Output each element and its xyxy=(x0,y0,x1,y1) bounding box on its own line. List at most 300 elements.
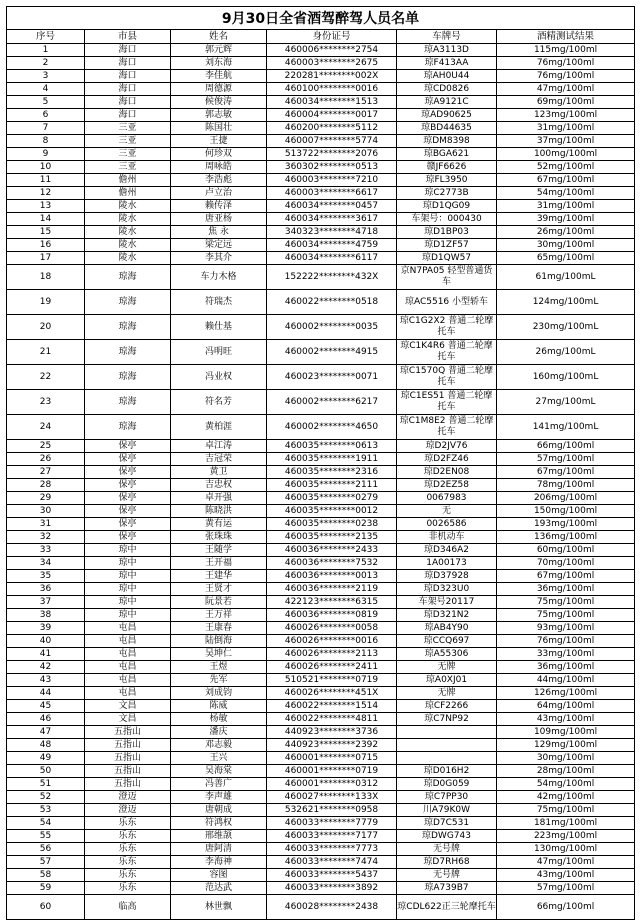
cell-no: 8 xyxy=(7,135,85,148)
cell-no: 33 xyxy=(7,544,85,557)
cell-id: 460007********5774 xyxy=(267,135,397,148)
table-row xyxy=(7,830,635,843)
cell-city: 海口 xyxy=(85,83,171,96)
cell-no: 22 xyxy=(7,365,85,390)
table-row xyxy=(7,583,635,596)
cell-name: 林世飘 xyxy=(171,895,267,920)
cell-no: 26 xyxy=(7,453,85,466)
cell-id: 440923********3736 xyxy=(267,726,397,739)
cell-no: 36 xyxy=(7,583,85,596)
cell-city: 乐东 xyxy=(85,843,171,856)
table-row xyxy=(7,843,635,856)
table-row xyxy=(7,648,635,661)
cell-id: 460001********0719 xyxy=(267,765,397,778)
cell-city: 海口 xyxy=(85,109,171,122)
cell-no: 50 xyxy=(7,765,85,778)
cell-bac: 33mg/100ml xyxy=(497,648,635,661)
cell-id: 460001********0312 xyxy=(267,778,397,791)
cell-bac: 70mg/100ml xyxy=(497,557,635,570)
cell-plate: 琼AH0U44 xyxy=(397,70,497,83)
cell-id: 460003********6617 xyxy=(267,187,397,200)
cell-plate: 琼CF2266 xyxy=(397,700,497,713)
cell-id: 460002********6217 xyxy=(267,390,397,415)
cell-name: 王康春 xyxy=(171,622,267,635)
cell-city: 三亚 xyxy=(85,161,171,174)
cell-name: 唐阿清 xyxy=(171,843,267,856)
cell-bac: 160mg/100mL xyxy=(497,365,635,390)
table-row xyxy=(7,440,635,453)
cell-no: 56 xyxy=(7,843,85,856)
table-row xyxy=(7,315,635,340)
cell-no: 14 xyxy=(7,213,85,226)
cell-no: 28 xyxy=(7,479,85,492)
cell-no: 3 xyxy=(7,70,85,83)
cell-bac: 39mg/100ml xyxy=(497,213,635,226)
cell-bac: 109mg/100ml xyxy=(497,726,635,739)
table-row xyxy=(7,96,635,109)
cell-bac: 123mg/100ml xyxy=(497,109,635,122)
cell-id: 460035********2111 xyxy=(267,479,397,492)
cell-no: 6 xyxy=(7,109,85,122)
cell-plate: 琼C1M8E2 普通二轮摩托车 xyxy=(397,415,497,440)
cell-bac: 54mg/100ml xyxy=(497,187,635,200)
cell-id: 440923********2392 xyxy=(267,739,397,752)
cell-bac: 230mg/100mL xyxy=(497,315,635,340)
cell-id: 460026********451X xyxy=(267,687,397,700)
cell-id: 460022********4811 xyxy=(267,713,397,726)
table-row xyxy=(7,635,635,648)
cell-bac: 67mg/100ml xyxy=(497,570,635,583)
cell-city: 五指山 xyxy=(85,765,171,778)
cell-city: 乐东 xyxy=(85,830,171,843)
cell-plate: 琼D7RH68 xyxy=(397,856,497,869)
cell-bac: 30mg/100ml xyxy=(497,239,635,252)
table-row xyxy=(7,453,635,466)
cell-plate: 琼C1G2X2 普通二轮摩托车 xyxy=(397,315,497,340)
table-row xyxy=(7,479,635,492)
cell-name: 潘庆 xyxy=(171,726,267,739)
cell-bac: 37mg/100ml xyxy=(497,135,635,148)
cell-name: 王煜 xyxy=(171,661,267,674)
table-row xyxy=(7,726,635,739)
cell-bac: 27mg/100mL xyxy=(497,390,635,415)
cell-plate: 琼BGA621 xyxy=(397,148,497,161)
cell-name: 冯善广 xyxy=(171,778,267,791)
cell-id: 460033********7177 xyxy=(267,830,397,843)
table-row xyxy=(7,213,635,226)
cell-id: 460034********3617 xyxy=(267,213,397,226)
cell-no: 40 xyxy=(7,635,85,648)
cell-no: 18 xyxy=(7,265,85,290)
cell-name: 王万祥 xyxy=(171,609,267,622)
cell-no: 58 xyxy=(7,869,85,882)
cell-name: 唐亚杨 xyxy=(171,213,267,226)
cell-city: 屯昌 xyxy=(85,622,171,635)
cell-city: 文昌 xyxy=(85,700,171,713)
cell-id: 460002********0035 xyxy=(267,315,397,340)
cell-plate: 琼AB4Y90 xyxy=(397,622,497,635)
cell-no: 45 xyxy=(7,700,85,713)
cell-city: 保亭 xyxy=(85,440,171,453)
cell-plate: 琼CD0826 xyxy=(397,83,497,96)
cell-bac: 76mg/100ml xyxy=(497,635,635,648)
cell-name: 陈晓洪 xyxy=(171,505,267,518)
cell-bac: 193mg/100ml xyxy=(497,518,635,531)
cell-no: 54 xyxy=(7,817,85,830)
table-row xyxy=(7,226,635,239)
table-row xyxy=(7,239,635,252)
cell-no: 19 xyxy=(7,290,85,315)
cell-no: 57 xyxy=(7,856,85,869)
cell-name: 冯明旺 xyxy=(171,340,267,365)
cell-name: 卓江涛 xyxy=(171,440,267,453)
cell-id: 460026********0016 xyxy=(267,635,397,648)
cell-plate: 琼AD90625 xyxy=(397,109,497,122)
cell-no: 49 xyxy=(7,752,85,765)
cell-city: 海口 xyxy=(85,96,171,109)
cell-id: 460035********2316 xyxy=(267,466,397,479)
cell-plate: 1A00173 xyxy=(397,557,497,570)
cell-plate: 琼D346A2 xyxy=(397,544,497,557)
table-row xyxy=(7,265,635,290)
table-row xyxy=(7,44,635,57)
cell-plate: 0067983 xyxy=(397,492,497,505)
table-row xyxy=(7,687,635,700)
table-row xyxy=(7,791,635,804)
cell-city: 琼海 xyxy=(85,390,171,415)
dui-list-table xyxy=(6,6,635,920)
cell-plate: 琼A3113D xyxy=(397,44,497,57)
cell-no: 38 xyxy=(7,609,85,622)
cell-name: 范达武 xyxy=(171,882,267,895)
cell-plate: 琼C1570Q 普通二轮摩托车 xyxy=(397,365,497,390)
cell-bac: 136mg/100ml xyxy=(497,531,635,544)
cell-name: 赖传泽 xyxy=(171,200,267,213)
cell-no: 47 xyxy=(7,726,85,739)
cell-plate: 琼A739B7 xyxy=(397,882,497,895)
cell-plate: 琼A0XJ01 xyxy=(397,674,497,687)
cell-name: 王捷 xyxy=(171,135,267,148)
table-row xyxy=(7,700,635,713)
cell-city: 琼海 xyxy=(85,290,171,315)
cell-city: 陵水 xyxy=(85,200,171,213)
cell-plate: 琼D2JV76 xyxy=(397,440,497,453)
cell-name: 刘成钧 xyxy=(171,687,267,700)
cell-city: 琼海 xyxy=(85,415,171,440)
cell-plate: 车架号：000430 xyxy=(397,213,497,226)
cell-plate: 无牌 xyxy=(397,661,497,674)
cell-city: 乐东 xyxy=(85,869,171,882)
cell-bac: 64mg/100ml xyxy=(497,700,635,713)
cell-bac: 43mg/100ml xyxy=(497,713,635,726)
cell-city: 陵水 xyxy=(85,213,171,226)
cell-plate: 琼CCQ697 xyxy=(397,635,497,648)
col-header-city: 市县 xyxy=(85,30,171,44)
cell-city: 海口 xyxy=(85,44,171,57)
cell-city: 琼海 xyxy=(85,365,171,390)
cell-name: 吴海棠 xyxy=(171,765,267,778)
table-row xyxy=(7,531,635,544)
col-header-plate: 车牌号 xyxy=(397,30,497,44)
cell-city: 儋州 xyxy=(85,174,171,187)
cell-city: 屯昌 xyxy=(85,661,171,674)
cell-no: 2 xyxy=(7,57,85,70)
table-row xyxy=(7,122,635,135)
table-row xyxy=(7,492,635,505)
cell-name: 王随学 xyxy=(171,544,267,557)
cell-id: 460036********2119 xyxy=(267,583,397,596)
cell-city: 琼海 xyxy=(85,265,171,290)
table-row xyxy=(7,752,635,765)
table-row xyxy=(7,869,635,882)
cell-name: 赖仕基 xyxy=(171,315,267,340)
cell-name: 李其介 xyxy=(171,252,267,265)
cell-name: 吉忠权 xyxy=(171,479,267,492)
cell-bac: 115mg/100ml xyxy=(497,44,635,57)
cell-name: 容图 xyxy=(171,869,267,882)
cell-plate: 琼D0G059 xyxy=(397,778,497,791)
cell-id: 460003********7210 xyxy=(267,174,397,187)
cell-no: 48 xyxy=(7,739,85,752)
cell-name: 李声雄 xyxy=(171,791,267,804)
cell-city: 保亭 xyxy=(85,505,171,518)
cell-plate: 琼D1ZF57 xyxy=(397,239,497,252)
cell-city: 屯昌 xyxy=(85,674,171,687)
cell-name: 邢维颉 xyxy=(171,830,267,843)
table-row xyxy=(7,57,635,70)
cell-bac: 66mg/100ml xyxy=(497,440,635,453)
cell-id: 460034********4759 xyxy=(267,239,397,252)
cell-city: 乐东 xyxy=(85,856,171,869)
cell-no: 15 xyxy=(7,226,85,239)
cell-bac: 75mg/100ml xyxy=(497,596,635,609)
cell-bac: 141mg/100mL xyxy=(497,415,635,440)
cell-name: 黄柏涯 xyxy=(171,415,267,440)
cell-bac: 36mg/100ml xyxy=(497,661,635,674)
cell-city: 海口 xyxy=(85,57,171,70)
table-row xyxy=(7,609,635,622)
cell-no: 42 xyxy=(7,661,85,674)
table-row xyxy=(7,570,635,583)
cell-id: 460026********2113 xyxy=(267,648,397,661)
table-row xyxy=(7,817,635,830)
cell-no: 11 xyxy=(7,174,85,187)
cell-id: 460036********0013 xyxy=(267,570,397,583)
cell-city: 三亚 xyxy=(85,122,171,135)
cell-name: 符名芳 xyxy=(171,390,267,415)
cell-bac: 69mg/100ml xyxy=(497,96,635,109)
cell-id: 460002********4650 xyxy=(267,415,397,440)
cell-no: 7 xyxy=(7,122,85,135)
cell-city: 琼海 xyxy=(85,340,171,365)
cell-id: 513722********2076 xyxy=(267,148,397,161)
cell-id: 460035********1911 xyxy=(267,453,397,466)
cell-no: 34 xyxy=(7,557,85,570)
cell-plate: 琼DM8398 xyxy=(397,135,497,148)
cell-id: 220281********002X xyxy=(267,70,397,83)
cell-plate: 0026586 xyxy=(397,518,497,531)
cell-city: 陵水 xyxy=(85,252,171,265)
cell-bac: 67mg/100ml xyxy=(497,174,635,187)
cell-city: 五指山 xyxy=(85,752,171,765)
cell-no: 21 xyxy=(7,340,85,365)
cell-bac: 60mg/100ml xyxy=(497,544,635,557)
cell-id: 460027********133X xyxy=(267,791,397,804)
table-body xyxy=(7,44,635,920)
cell-no: 4 xyxy=(7,83,85,96)
cell-no: 23 xyxy=(7,390,85,415)
col-header-bac: 酒精测试结果 xyxy=(497,30,635,44)
cell-no: 13 xyxy=(7,200,85,213)
cell-plate xyxy=(397,726,497,739)
cell-city: 保亭 xyxy=(85,453,171,466)
col-header-name: 姓名 xyxy=(171,30,267,44)
table-row xyxy=(7,778,635,791)
cell-name: 周德源 xyxy=(171,83,267,96)
cell-bac: 100mg/100ml xyxy=(497,148,635,161)
cell-plate: 琼D1QW57 xyxy=(397,252,497,265)
cell-city: 三亚 xyxy=(85,135,171,148)
cell-id: 460036********0819 xyxy=(267,609,397,622)
cell-plate: 琼D7C531 xyxy=(397,817,497,830)
cell-bac: 30mg/100ml xyxy=(497,752,635,765)
cell-city: 琼中 xyxy=(85,583,171,596)
cell-bac: 129mg/100ml xyxy=(497,739,635,752)
cell-bac: 126mg/100ml xyxy=(497,687,635,700)
cell-plate: 琼DWG743 xyxy=(397,830,497,843)
table-row xyxy=(7,804,635,817)
cell-name: 卢立治 xyxy=(171,187,267,200)
cell-no: 44 xyxy=(7,687,85,700)
table-row xyxy=(7,390,635,415)
cell-no: 16 xyxy=(7,239,85,252)
cell-name: 李佳航 xyxy=(171,70,267,83)
cell-city: 乐东 xyxy=(85,817,171,830)
table-row xyxy=(7,765,635,778)
cell-plate: 琼BD44635 xyxy=(397,122,497,135)
cell-no: 17 xyxy=(7,252,85,265)
table-row xyxy=(7,70,635,83)
cell-name: 王兴 xyxy=(171,752,267,765)
cell-name: 卓开强 xyxy=(171,492,267,505)
cell-id: 460035********0012 xyxy=(267,505,397,518)
cell-id: 460033********7773 xyxy=(267,843,397,856)
table-row xyxy=(7,856,635,869)
cell-plate: 琼D37928 xyxy=(397,570,497,583)
cell-no: 60 xyxy=(7,895,85,920)
cell-city: 琼海 xyxy=(85,315,171,340)
cell-city: 琼中 xyxy=(85,544,171,557)
cell-city: 文昌 xyxy=(85,713,171,726)
cell-id: 460036********2433 xyxy=(267,544,397,557)
cell-no: 1 xyxy=(7,44,85,57)
cell-bac: 75mg/100ml xyxy=(497,609,635,622)
cell-plate: 非机动车 xyxy=(397,531,497,544)
cell-city: 保亭 xyxy=(85,518,171,531)
cell-plate: 琼C7NP92 xyxy=(397,713,497,726)
table-row xyxy=(7,252,635,265)
cell-id: 340323********4718 xyxy=(267,226,397,239)
cell-name: 车力木格 xyxy=(171,265,267,290)
cell-id: 460004********0017 xyxy=(267,109,397,122)
cell-no: 31 xyxy=(7,518,85,531)
cell-name: 黄卫 xyxy=(171,466,267,479)
cell-bac: 26mg/100mL xyxy=(497,340,635,365)
cell-bac: 75mg/100ml xyxy=(497,804,635,817)
table-row xyxy=(7,674,635,687)
cell-id: 460028********2438 xyxy=(267,895,397,920)
cell-no: 53 xyxy=(7,804,85,817)
cell-bac: 67mg/100ml xyxy=(497,466,635,479)
table-row xyxy=(7,596,635,609)
cell-city: 乐东 xyxy=(85,882,171,895)
table-row xyxy=(7,466,635,479)
cell-plate: 琼C7PP30 xyxy=(397,791,497,804)
cell-no: 41 xyxy=(7,648,85,661)
col-header-no: 序号 xyxy=(7,30,85,44)
cell-id: 460035********2135 xyxy=(267,531,397,544)
cell-bac: 57mg/100ml xyxy=(497,882,635,895)
cell-id: 360302********0513 xyxy=(267,161,397,174)
cell-no: 51 xyxy=(7,778,85,791)
cell-bac: 47mg/100ml xyxy=(497,83,635,96)
cell-no: 43 xyxy=(7,674,85,687)
cell-id: 460034********0457 xyxy=(267,200,397,213)
cell-name: 郭元辉 xyxy=(171,44,267,57)
cell-plate: 琼D2EZ58 xyxy=(397,479,497,492)
cell-id: 460026********2411 xyxy=(267,661,397,674)
cell-name: 王建华 xyxy=(171,570,267,583)
cell-id: 460006********2754 xyxy=(267,44,397,57)
cell-id: 460200********5112 xyxy=(267,122,397,135)
table-row xyxy=(7,505,635,518)
col-header-id: 身份证号 xyxy=(267,30,397,44)
cell-plate: 琼AC5516 小型轿车 xyxy=(397,290,497,315)
cell-name: 焦 永 xyxy=(171,226,267,239)
table-row xyxy=(7,518,635,531)
table-row xyxy=(7,544,635,557)
cell-city: 琼中 xyxy=(85,609,171,622)
cell-city: 保亭 xyxy=(85,492,171,505)
cell-bac: 52mg/100ml xyxy=(497,161,635,174)
cell-city: 五指山 xyxy=(85,778,171,791)
cell-name: 郭志敏 xyxy=(171,109,267,122)
cell-bac: 31mg/100ml xyxy=(497,122,635,135)
cell-plate: 琼D323U0 xyxy=(397,583,497,596)
cell-name: 先军 xyxy=(171,674,267,687)
table-row xyxy=(7,340,635,365)
cell-name: 刘东海 xyxy=(171,57,267,70)
cell-plate: 无号牌 xyxy=(397,843,497,856)
cell-no: 10 xyxy=(7,161,85,174)
cell-id: 460023********0071 xyxy=(267,365,397,390)
cell-name: 陈威 xyxy=(171,700,267,713)
cell-bac: 43mg/100ml xyxy=(497,869,635,882)
dui-list-sheet xyxy=(6,6,634,920)
cell-city: 琼中 xyxy=(85,557,171,570)
cell-bac: 44mg/100ml xyxy=(497,674,635,687)
cell-name: 张珠珠 xyxy=(171,531,267,544)
cell-bac: 54mg/100ml xyxy=(497,778,635,791)
table-row xyxy=(7,187,635,200)
cell-name: 陈国壮 xyxy=(171,122,267,135)
cell-id: 460003********2675 xyxy=(267,57,397,70)
cell-bac: 76mg/100ml xyxy=(497,70,635,83)
cell-no: 52 xyxy=(7,791,85,804)
cell-id: 460035********0279 xyxy=(267,492,397,505)
cell-plate: 琼D016H2 xyxy=(397,765,497,778)
cell-id: 422123********6315 xyxy=(267,596,397,609)
